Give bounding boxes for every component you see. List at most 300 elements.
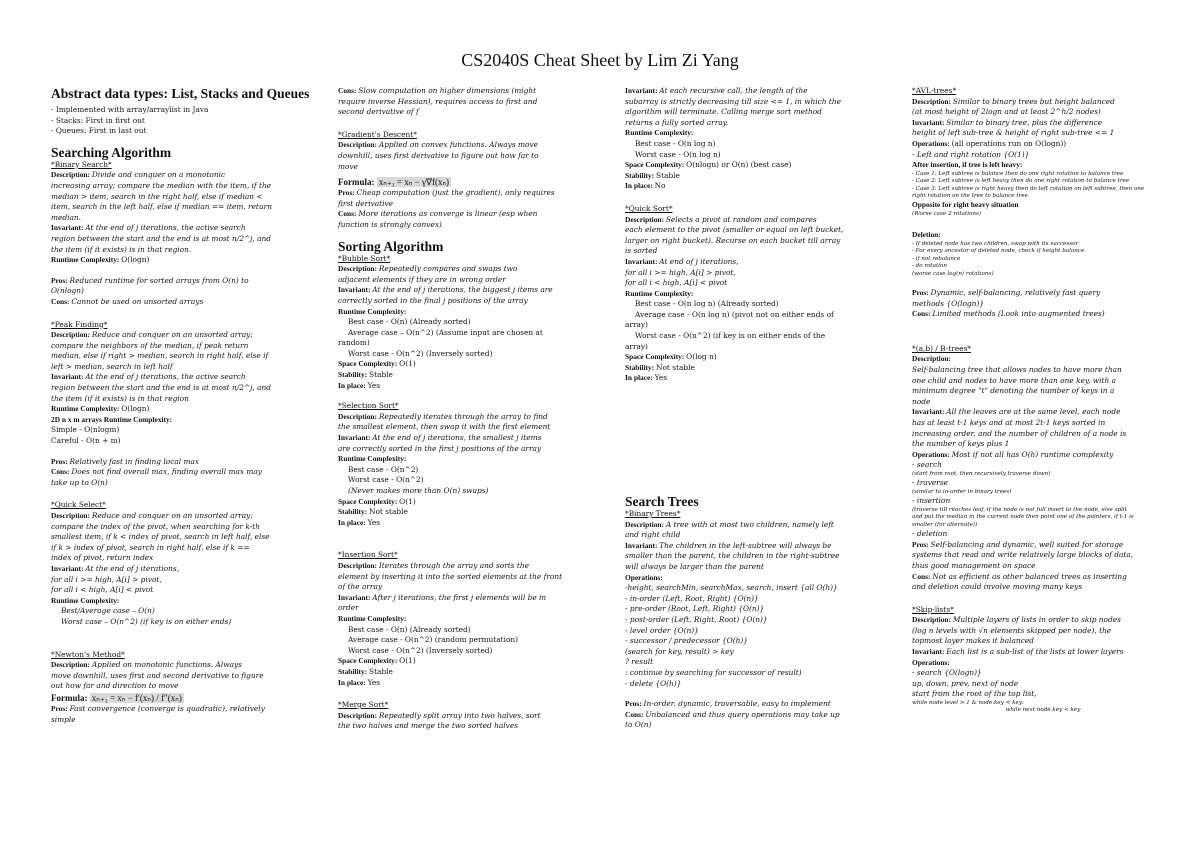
text-line xyxy=(625,320,887,331)
field-text: At the end of j iterations, the smallest j items xyxy=(372,433,542,443)
subsection-title-text: *Binary Trees* xyxy=(625,509,681,519)
field-text: region between the start and the end is at most n/2^j, and xyxy=(51,233,272,243)
field-text: up, down, prev, next of node xyxy=(912,678,1019,688)
text-line xyxy=(912,271,1174,278)
section-heading: Search Trees xyxy=(625,494,699,510)
field-text: In-order, dynamic, traversable, easy to implement xyxy=(643,699,831,709)
text-line xyxy=(912,647,1174,658)
text-line xyxy=(338,86,600,97)
field-text: median, else if right > median, search in right half, else if xyxy=(51,351,269,361)
field-text: - traverse xyxy=(912,478,949,488)
text-line xyxy=(338,307,600,318)
field-text: At end of j iterations, xyxy=(659,256,739,266)
field-text: Worst case - O(n log n) xyxy=(635,149,721,159)
field-text: Average case - O(n log n) (pivot not on either ends of xyxy=(635,309,834,319)
field-label: Pros: xyxy=(51,703,70,713)
text-line xyxy=(912,193,1174,200)
field-text: Yes xyxy=(654,373,667,383)
field-text: Yes xyxy=(367,380,380,390)
field-text: the two halves and merge the two sorted halves xyxy=(338,721,519,731)
text-line xyxy=(338,107,600,118)
text-line xyxy=(625,657,887,668)
text-line xyxy=(338,188,600,199)
field-label: Operations: xyxy=(912,449,952,459)
text-line xyxy=(912,365,1174,376)
field-text: Unbalanced and thus query operations may take up xyxy=(645,709,840,719)
field-text: first derivative xyxy=(338,198,394,208)
field-text: - If deleted node has two children, swap with its successor xyxy=(912,240,1079,247)
field-text: smaller (for alternate)) xyxy=(912,521,978,528)
field-label: Runtime Complexity: xyxy=(625,288,694,298)
field-text: node xyxy=(912,396,931,406)
subsection-title xyxy=(625,204,887,215)
field-text: array) xyxy=(625,320,648,330)
field-text: O(logn) xyxy=(121,255,150,265)
field-label: Description: xyxy=(338,411,379,421)
column-4 xyxy=(912,86,1174,715)
field-label: 2D n x m arrays Runtime Complexity: xyxy=(51,414,173,424)
field-text: At the end of j iterations, xyxy=(85,563,179,573)
field-text: median. xyxy=(51,212,81,222)
subsection-title xyxy=(338,130,600,141)
field-text: (log n levels with √n elements skipped per node), the xyxy=(912,625,1112,635)
text-line xyxy=(625,225,887,236)
formula-line xyxy=(338,176,600,188)
subsection-title xyxy=(338,550,600,561)
text-line xyxy=(51,192,313,203)
text-line xyxy=(625,573,887,584)
text-line xyxy=(51,362,313,373)
field-text: - Queues: First in last out xyxy=(51,126,147,136)
text-line xyxy=(912,471,1174,478)
subsection-title xyxy=(912,605,1174,616)
field-text: larger on right bucket). Recurse on each bucket till array xyxy=(625,235,841,245)
field-text: Not as efficient as other balanced trees as inserting xyxy=(932,571,1127,581)
field-label: Runtime Complexity: xyxy=(338,454,407,464)
text-line xyxy=(912,679,1174,690)
field-label: Space Complexity: xyxy=(338,496,400,506)
field-label: Description: xyxy=(338,264,379,274)
field-label: Stability: xyxy=(338,370,370,380)
text-line xyxy=(912,529,1174,540)
field-text: Best case - O(n) (Already sorted) xyxy=(348,317,471,327)
field-label: Description: xyxy=(338,710,379,720)
field-label: Invariant: xyxy=(338,433,373,443)
text-line xyxy=(338,349,600,360)
text-line xyxy=(912,561,1174,572)
text-line xyxy=(912,626,1174,637)
field-text: - Stacks: First in first out xyxy=(51,115,145,125)
text-line xyxy=(51,234,313,245)
text-line xyxy=(338,97,600,108)
text-line xyxy=(912,407,1174,418)
text-line xyxy=(912,386,1174,397)
field-text: Stable xyxy=(656,170,680,180)
text-line xyxy=(912,118,1174,129)
field-text: smallest item, if k < index of pivot, search in left half, else xyxy=(51,532,270,542)
field-text: O(nlogn) or O(n) (best case) xyxy=(686,160,792,170)
field-text: - Case 2: Left subtree is left heavy then do one right rotation to balance tree xyxy=(912,178,1130,185)
text-line xyxy=(51,351,313,362)
text-line xyxy=(338,209,600,220)
field-label: Description: xyxy=(912,354,951,364)
subsection-title-text: *Bubble Sort* xyxy=(338,253,391,263)
field-text: Yes xyxy=(367,517,380,527)
text-line xyxy=(338,582,600,593)
field-label: Invariant: xyxy=(338,592,373,602)
field-label: After insertion, if tree is left heavy: xyxy=(912,160,1023,170)
text-line xyxy=(51,223,313,234)
text-line xyxy=(912,615,1174,626)
field-text: to O(n) xyxy=(625,720,652,730)
field-text: of the array xyxy=(338,582,383,592)
text-line xyxy=(912,522,1174,529)
subsection-title xyxy=(625,509,887,520)
subsection-title xyxy=(912,86,1174,97)
field-text: Selects a pivot at random and compares xyxy=(665,214,817,224)
field-text: Reduce and conquer on an unsorted array; xyxy=(91,330,253,340)
field-text: O(1) xyxy=(399,496,416,506)
text-line xyxy=(338,603,600,614)
field-text: for all i < high, A[i] < pivot xyxy=(625,278,728,288)
text-line xyxy=(912,107,1174,118)
subsection-title-text: *(a,b) / B-trees* xyxy=(912,343,971,353)
field-text: and put the median in the current node then point one of the pointers, if t-1 is xyxy=(912,514,1134,521)
field-text: minimum degree "t" denoting the number of keys in a xyxy=(912,386,1115,396)
text-line xyxy=(51,213,313,224)
text-line xyxy=(338,422,600,433)
field-text: simple xyxy=(51,714,76,724)
field-text: random) xyxy=(338,338,370,348)
field-text: All the leaves are at the same level, each node xyxy=(946,407,1121,417)
text-line xyxy=(625,530,887,541)
field-label: Pros: xyxy=(51,275,70,285)
text-line xyxy=(625,699,887,710)
column-2 xyxy=(338,86,600,732)
text-line xyxy=(625,594,887,605)
text-line xyxy=(625,268,887,279)
field-text: More iterations as converge is linear (esp when xyxy=(358,209,538,219)
text-line xyxy=(338,199,600,210)
field-text: (search for key, result) > key xyxy=(625,646,734,656)
field-label: Operations: xyxy=(625,572,663,582)
field-text: Repeatedly iterates through the array to find xyxy=(378,411,548,421)
field-text: (Never makes more than O(n) swaps) xyxy=(348,486,489,495)
text-line xyxy=(912,376,1174,387)
text-line xyxy=(912,299,1174,310)
text-line xyxy=(625,86,887,97)
field-text: the item (if it exists) is in that region. xyxy=(51,244,192,254)
field-label: Runtime Complexity: xyxy=(338,306,407,316)
field-text: thus good management on space xyxy=(912,560,1036,570)
text-line xyxy=(338,497,600,508)
text-line xyxy=(912,707,1174,714)
subsection-title xyxy=(51,320,313,331)
field-text: Most if not all has O(h) runtime complexity xyxy=(951,449,1114,459)
text-line xyxy=(912,689,1174,700)
text-line xyxy=(51,715,313,726)
field-label: Description: xyxy=(51,660,92,670)
text-line xyxy=(625,246,887,257)
field-text: start from the root of the top list, xyxy=(912,689,1037,699)
field-text: - if not rebalance xyxy=(912,255,961,262)
field-label: Invariant: xyxy=(625,540,660,550)
field-text: for all i >= high, A[i] > pivot, xyxy=(625,267,736,277)
field-label: Cons: xyxy=(51,467,72,477)
text-line xyxy=(625,171,887,182)
section-heading: Sorting Algorithm xyxy=(338,238,444,254)
field-text: algorithm will terminate. Calling merge sort method xyxy=(625,107,822,117)
text-line xyxy=(51,415,313,426)
field-text: Cannot be used on unsorted arrays xyxy=(71,296,204,306)
field-text: each element to the pivot (smaller or equal on left bucket, xyxy=(625,225,844,235)
text-line xyxy=(338,140,600,151)
subsection-title xyxy=(912,344,1174,355)
field-text: while node level > 1 & node.key < key: xyxy=(912,700,1024,707)
field-text: Applied on monotonic functions. Always xyxy=(91,660,242,670)
field-text: returns a fully sorted array. xyxy=(625,117,729,127)
field-text: - Case 1: Left subtree is balance then do one right rotation to balance tree xyxy=(912,170,1124,177)
field-text: A tree with at most two children, namely left xyxy=(665,519,834,529)
field-text: compare the index of the pivot, when searching for k-th xyxy=(51,521,260,531)
field-label: Pros: xyxy=(912,288,931,297)
subsection-title xyxy=(51,500,313,511)
field-text: the smallest element, then swap it with the first element xyxy=(338,422,551,432)
text-line xyxy=(51,606,313,617)
field-text: (all operations run on O(logn)) xyxy=(951,138,1067,148)
field-text: Worst case - O(n^2) xyxy=(348,475,424,485)
text-line xyxy=(912,700,1174,707)
field-text: Repeatedly split array into two halves, sort xyxy=(378,710,541,720)
field-text: the number of keys plus 1 xyxy=(912,439,1010,449)
field-text: No xyxy=(654,181,666,191)
text-line xyxy=(51,404,313,415)
field-text: one child and nodes to have more than one key, with a xyxy=(912,375,1116,385)
field-text: if k > index of pivot, search in right half, else if k == xyxy=(51,542,250,552)
field-text: Average case – O(n^2) (Assume input are chosen at xyxy=(348,327,543,337)
subsection-title xyxy=(338,700,600,711)
subsection-title-text: *Binary Search* xyxy=(51,159,112,169)
field-text: Self-balancing tree that allows nodes to have more than xyxy=(912,364,1122,374)
field-text: The children in the left-subtree will always be xyxy=(659,540,832,550)
text-line xyxy=(625,160,887,171)
text-line xyxy=(625,352,887,363)
field-text: (traverse till reaches leaf, if the node is not full insert to the node, else split xyxy=(912,506,1127,513)
subsection-title xyxy=(51,650,313,661)
text-line xyxy=(625,139,887,150)
field-label: Runtime Complexity: xyxy=(51,255,122,265)
subsection-title xyxy=(51,160,313,171)
text-line xyxy=(338,678,600,689)
text-line xyxy=(912,186,1174,193)
field-text: Reduced runtime for sorted arrays from O(n) to xyxy=(69,275,249,285)
text-line xyxy=(51,245,313,256)
field-label: Cons: xyxy=(338,209,359,219)
text-line xyxy=(51,116,313,127)
field-label: Description: xyxy=(625,214,666,224)
field-text: Each list is a sub-list of the lists at lower layers xyxy=(946,647,1124,657)
subsection-title-text: *Peak Finding* xyxy=(51,319,108,329)
text-line xyxy=(625,128,887,139)
field-text: Careful - O(n + m) xyxy=(51,436,121,446)
field-text: After j iterations, the first j elements will be in xyxy=(372,592,547,602)
field-text: Dynamic, self-balancing, relatively fast query xyxy=(930,288,1101,297)
text-line xyxy=(338,381,600,392)
text-line xyxy=(338,518,600,529)
text-line xyxy=(51,202,313,213)
text-line xyxy=(912,450,1174,461)
text-line xyxy=(51,297,313,308)
field-text: Worst case - O(n^2) (Inversely sorted) xyxy=(348,645,493,655)
text-line xyxy=(51,126,313,137)
text-line xyxy=(51,255,313,266)
field-label: In place: xyxy=(338,677,368,687)
text-line xyxy=(625,604,887,615)
field-text: region between the start and the end is at most n/2^j, and xyxy=(51,383,272,393)
field-text: order xyxy=(338,603,359,613)
field-text: - For every ancestor of deleted node, check if height balance xyxy=(912,248,1085,255)
text-line xyxy=(51,181,313,192)
text-line xyxy=(338,162,600,173)
text-line xyxy=(338,614,600,625)
field-text: - level order {O(n)} xyxy=(625,625,699,635)
subsection-title-text: *Skip-lists* xyxy=(912,604,954,614)
text-line xyxy=(51,372,313,383)
column-1 xyxy=(51,86,313,725)
field-text: - search {O(logn)} xyxy=(912,668,982,678)
field-text: O(logn) xyxy=(121,404,150,414)
text-line xyxy=(51,704,313,715)
text-line xyxy=(912,668,1174,679)
subsection-title xyxy=(338,254,600,265)
field-label: Space Complexity: xyxy=(625,352,687,362)
section-heading: Abstract data types: List, Stacks and Queues xyxy=(51,86,310,101)
text-line xyxy=(338,561,600,572)
field-text: Multiple layers of lists in order to skip nodes xyxy=(952,615,1121,625)
field-text: left > median, search in left half xyxy=(51,361,173,371)
field-text: compare the neighbors of the median, if peak return xyxy=(51,340,249,350)
text-line xyxy=(338,359,600,370)
field-text: Not stable xyxy=(656,362,695,372)
field-label: In place: xyxy=(625,181,655,191)
field-label: Description: xyxy=(338,560,379,570)
field-text: function is strongly convex) xyxy=(338,219,442,229)
field-label: Operations: xyxy=(912,657,950,667)
field-text: Not stable xyxy=(369,507,408,517)
field-text: Simple - O(nlogm) xyxy=(51,425,120,435)
text-line xyxy=(338,635,600,646)
text-line xyxy=(338,285,600,296)
field-text: Limited methods (Look into augmented trees) xyxy=(932,309,1105,319)
text-line xyxy=(51,286,313,297)
text-line xyxy=(51,383,313,394)
text-line xyxy=(51,532,313,543)
field-text: median > item, search in the right half, else if median < xyxy=(51,191,263,201)
field-label: Opposite for right heavy situation xyxy=(912,200,1019,210)
field-text: - delete {O(h)} xyxy=(625,678,682,688)
field-text: move downhill, uses first and second derivative to figure xyxy=(51,670,264,680)
text-line xyxy=(338,317,600,328)
text-line xyxy=(625,181,887,192)
field-label: Description: xyxy=(912,96,953,106)
field-label: In place: xyxy=(338,380,368,390)
subsection-title-text: *AVL-trees* xyxy=(912,86,957,95)
field-label: Invariant: xyxy=(912,117,947,127)
field-label: Stability: xyxy=(338,666,370,676)
text-line xyxy=(625,636,887,647)
field-text: Similar to binary tree, plus the difference xyxy=(946,117,1103,127)
text-line xyxy=(912,540,1174,551)
field-text: O(nlogn) xyxy=(51,286,84,296)
text-line xyxy=(51,553,313,564)
field-label: Description: xyxy=(912,615,953,625)
field-label: Invariant: xyxy=(625,86,660,95)
text-line xyxy=(338,264,600,275)
field-text: - pre-order (Root, Left, Right) {O(n)} xyxy=(625,604,765,614)
field-text: - Implemented with array/arraylist in Java xyxy=(51,105,209,114)
field-label: Description: xyxy=(338,140,379,150)
text-line xyxy=(51,170,313,181)
field-text: has at least t-1 keys and at most 2t-1 keys sorted in xyxy=(912,417,1106,427)
field-text: systems that read and write relatively large blocks of data, xyxy=(912,550,1134,560)
text-line xyxy=(625,710,887,721)
text-line xyxy=(912,178,1174,185)
field-text: O(1) xyxy=(399,359,416,369)
field-label: Pros: xyxy=(912,539,931,549)
field-text: out how far and direction to move xyxy=(51,681,179,691)
field-text: Worst case - O(n^2) (Inversely sorted) xyxy=(348,348,493,358)
field-label: Runtime Complexity: xyxy=(625,128,694,138)
text-line xyxy=(338,412,600,423)
field-text: Applied on convex functions. Always move xyxy=(378,140,538,150)
text-line xyxy=(51,425,313,436)
field-text: methods {O(logn)} xyxy=(912,298,984,308)
text-line xyxy=(912,139,1174,150)
field-label: Operations: xyxy=(912,138,952,148)
field-text: Stable xyxy=(369,370,393,380)
field-text: right rotation on the tree to balance tree xyxy=(912,192,1028,199)
text-line xyxy=(625,668,887,679)
field-label: Space Complexity: xyxy=(338,359,400,369)
field-label: Stability: xyxy=(338,507,370,517)
field-label: Runtime Complexity: xyxy=(51,595,120,605)
field-text: Repeatedly compares and swaps two xyxy=(378,264,518,274)
text-line xyxy=(51,564,313,575)
text-line xyxy=(912,550,1174,561)
field-text: Similar to binary trees but height balanced xyxy=(952,96,1115,106)
text-line xyxy=(625,150,887,161)
field-label: Runtime Complexity: xyxy=(338,613,407,623)
text-line xyxy=(51,457,313,468)
text-line xyxy=(338,475,600,486)
field-text: increasing array; compare the median with the item, if the xyxy=(51,180,272,190)
field-text: (start from root, then recursively traverse down) xyxy=(912,470,1051,477)
text-line xyxy=(912,354,1174,365)
field-text: increasing order, and the number of children of a node is xyxy=(912,428,1127,438)
field-text: Reduce and conquer on an unsorted array; xyxy=(91,511,253,520)
field-label: Description: xyxy=(51,170,92,180)
text-line xyxy=(51,105,313,116)
field-text: item, search in the left half, else if median == item, return xyxy=(51,202,272,212)
text-line xyxy=(912,248,1174,255)
field-label: Pros: xyxy=(51,456,70,466)
text-line xyxy=(51,660,313,671)
field-label: Invariant: xyxy=(338,285,373,295)
field-text: - search xyxy=(912,460,942,470)
subsection-title-text: *Merge Sort* xyxy=(338,700,389,710)
field-label: Invariant: xyxy=(51,372,86,382)
field-text: index of pivot, return index xyxy=(51,553,154,563)
